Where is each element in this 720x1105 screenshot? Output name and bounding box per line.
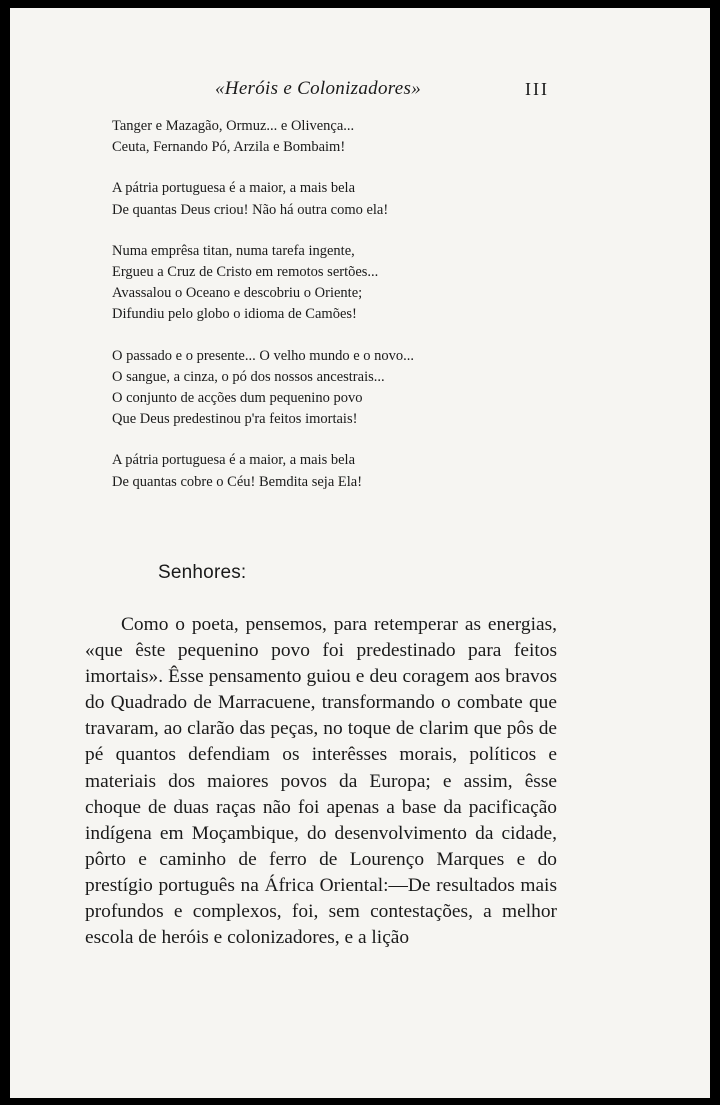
poem-line: De quantas cobre o Céu! Bemdita seja Ela! [112,473,363,490]
page-number: III [525,79,549,99]
poem-line: De quantas Deus criou! Não há outra como ela! [112,201,389,218]
poem-line: Difundiu pelo globo o idioma de Camões! [112,306,357,323]
poem-line: Avassalou o Oceano e descobriu o Oriente; [112,285,363,302]
body-paragraph: Como o poeta, pensemos, para retemperar as energias, «que êste pequenino povo foi predestinado para feitos imortais». Êsse pensamento guiou e deu coragem aos bravos do Quadrado de Marracuene, transformando o combate que travaram, ao clarão das peças, no toque de clarim que pôs de pé quantos defendiam os interêsses morais, políticos e materiais dos maiores povos da Europa; e assim, êsse choque de duas raças não foi apenas a base da pacificação indígena em Moçambique, do desenvolvimento da cidade, pôrto e caminho de ferro de Lourenço Marques e do prestígio português na África Oriental:—De resultados mais profundos e complexos, foi, sem contestações, a melhor escola de heróis e colonizadores, e a lição [85,614,557,949]
poem-line: Ceuta, Fernando Pó, Arzila e Bombaim! [112,139,346,156]
poem-line: O sangue, a cinza, o pó dos nossos ancestrais... [112,368,385,385]
salutation: Senhores: [158,562,247,583]
poem-line: Numa emprêsa titan, numa tarefa ingente, [112,242,355,259]
running-title: «Heróis e Colonizadores» [215,78,421,99]
poem-stanza [112,178,532,220]
book-page [10,8,710,1098]
poem [112,116,532,513]
poem-stanza [112,450,532,492]
poem-line: Tanger e Mazagão, Ormuz... e Olivença... [112,118,355,134]
poem-stanza [112,346,532,431]
poem-line: A pátria portuguesa é a maior, a mais bela [112,452,356,469]
poem-stanza [112,241,532,326]
poem-line: O passado e o presente... O velho mundo e o novo... [112,347,415,364]
poem-stanza [112,116,532,158]
poem-line: Que Deus predestinou p'ra feitos imortais! [112,411,358,428]
page-header [10,78,710,102]
poem-line: Ergueu a Cruz de Cristo em remotos sertões... [112,264,379,281]
poem-line: O conjunto de acções dum pequenino povo [112,390,363,407]
poem-line: A pátria portuguesa é a maior, a mais bela [112,180,356,197]
